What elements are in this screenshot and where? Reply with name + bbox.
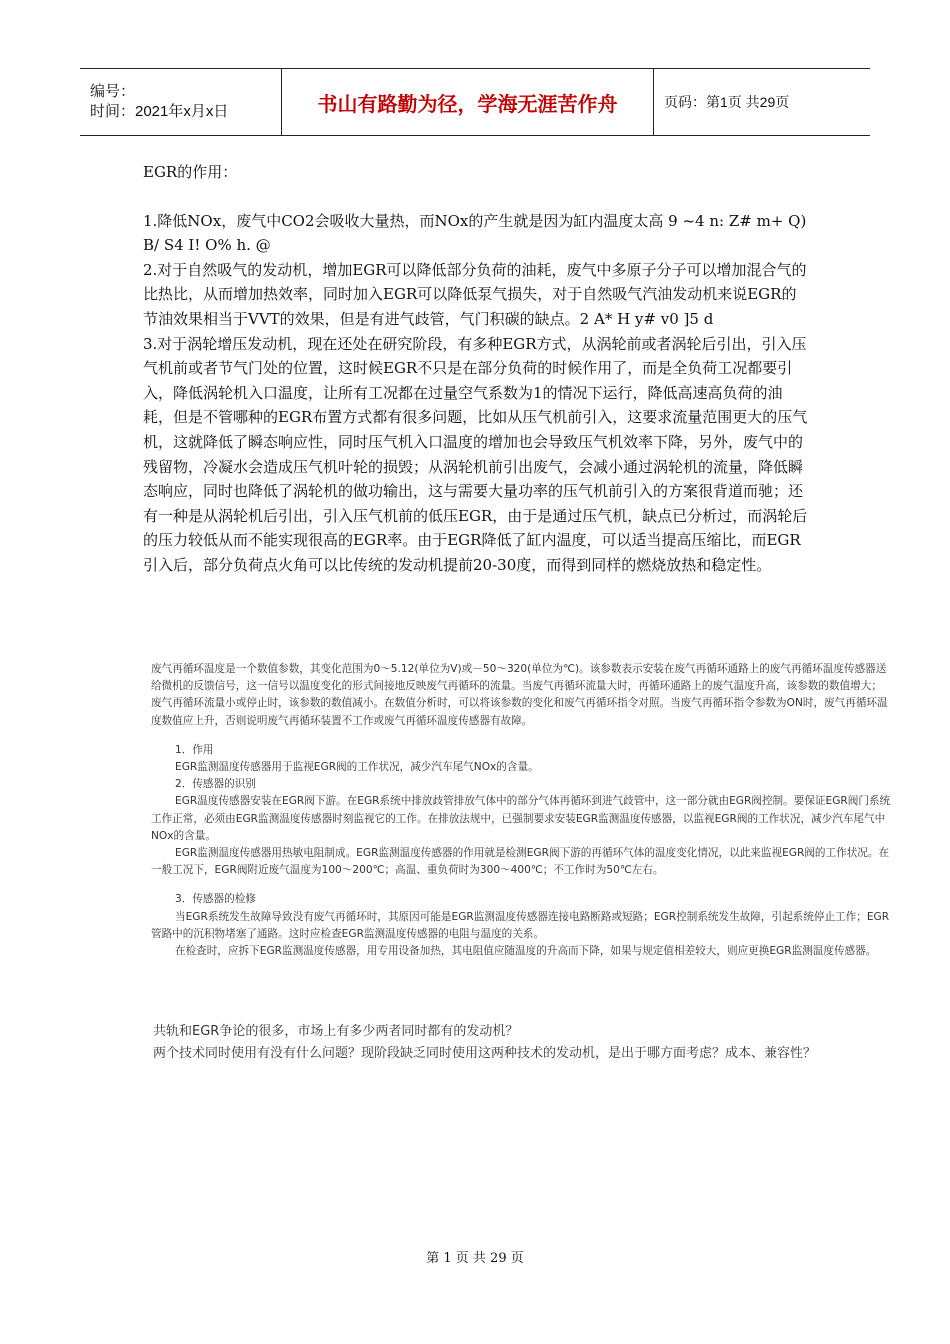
maintenance-text-1: 当EGR系统发生故障导致没有废气再循环时，其原因可能是EGR监测温度传感器连接电路断路或短路；EGR控制系统发生故障，引起系统停止工作；EGR管路中的沉积物堵塞了通路。这时应检查EGR监测温度传感器的电阻与温度的关系。 xyxy=(151,910,890,940)
subheading-identification: 2．传感器的识别 xyxy=(175,778,256,791)
sensor-section xyxy=(151,661,891,960)
spacer xyxy=(151,879,891,891)
question-2: 两个技术同时使用有没有什么问题？现阶段缺乏同时使用这两种技术的发动机，是出于哪方面考虑？成本、兼容性？ xyxy=(153,1045,817,1061)
document-number-label: 编号： xyxy=(90,83,136,100)
header-motto: 书山有路勤为径，学海无涯苦作舟 xyxy=(317,91,618,116)
main-text xyxy=(143,160,808,578)
question-1: 共轨和EGR争论的很多，市场上有多少两者同时都有的发动机？ xyxy=(153,1024,519,1039)
identification-text-2: EGR监测温度传感器用热敏电阻制成。EGR监测温度传感器的作用就是检测EGR阀下游的再循环气体的温度变化情况，以此来监视EGR阀的工作状况。在一般工况下，EGR阀附近废气温度为100～200℃；高温、重负荷时为300～400℃；不工作时为50℃左右。 xyxy=(151,847,890,877)
subheading-function: 1．作用 xyxy=(175,743,214,756)
header-page-cell xyxy=(654,69,870,135)
spacer xyxy=(143,185,808,209)
header-page-label: 页码：第1页 共29页 xyxy=(664,94,790,110)
header-table xyxy=(80,68,870,136)
egr-temperature-intro: 废气再循环温度是一个数值参数，其变化范围为0～5.12(单位为V)或－50～320(单位为℃)。该参数表示安装在废气再循环通路上的废气再循环温度传感器送给微机的反馈信号，这一信号以温度变化的形式间接地反映废气再循环的流量。当废气再循环流量大时，再循环通路上的废气温度升高，该参数的数值增大；废气再循环流量小或停止时，该参数的数值减小。在数值分析时，可以将该参数的变化和废气再循环指令对照。当废气再循环指令参数为ON时，废气再循环温度数值应上升，否则说明废气再循环装置不工作或废气再循环温度传感器有故障。 xyxy=(151,663,888,727)
maintenance-text-2: 在检查时，应拆下EGR监测温度传感器，用专用设备加热，其电阻值应随温度的升高而下降，如果与规定值相差较大，则应更换EGR监测温度传感器。 xyxy=(175,945,877,958)
spacer xyxy=(151,730,891,742)
paragraph-1: 1.降低NOx，废气中CO2会吸收大量热，而NOx的产生就是因为缸内温度太高 9 ~4 n: Z# m+ Q) B/ S4 I! O% h. @ xyxy=(143,211,807,255)
document-time-label: 时间：2021年x月x日 xyxy=(90,103,229,120)
header-left-cell xyxy=(80,69,282,135)
function-text: EGR监测温度传感器用于监视EGR阀的工作状况，减少汽车尾气NOx的含量。 xyxy=(175,761,539,774)
questions xyxy=(153,1021,833,1064)
header-motto-cell xyxy=(282,69,654,135)
paragraph-3: 3.对于涡轮增压发动机，现在还处在研究阶段，有多种EGR方式，从涡轮前或者涡轮后引出，引入压气机前或者节气门处的位置，这时候EGR不只是在部分负荷的时候作用了，而是全负荷工况都要引入，降低涡轮机入口温度，让所有工况都在过量空气系数为1的情况下运行，降低高速高负荷的油耗，但是不管哪种的EGR布置方式都有很多问题，比如从压气机前引入，这要求流量范围更大的压气机，这就降低了瞬态响应性，同时压气机入口温度的增加也会导致压气机效率下降，另外，废气中的残留物，冷凝水会造成压气机叶轮的损毁；从涡轮机前引出废气，会减小通过涡轮机的流量，降低瞬态响应，同时也降低了涡轮机的做功输出，这与需要大量功率的压气机前引入的方案很背道而驰；还有一种是从涡轮机后引出，引入压气机前的低压EGR，由于是通过压气机，缺点已分析过，而涡轮后的压力较低从而不能实现很高的EGR率。由于EGR降低了缸内温度，可以适当提高压缩比，而EGR引入后，部分负荷点火角可以比传统的发动机提前20-30度，而得到同样的燃烧放热和稳定性。 xyxy=(143,334,808,574)
page-footer: 第 1 页 共 29 页 xyxy=(426,1251,524,1266)
paragraph-2: 2.对于自然吸气的发动机，增加EGR可以降低部分负荷的油耗，废气中多原子分子可以增加混合气的比热比，从而增加热效率，同时加入EGR可以降低泵气损失，对于自然吸气汽油发动机来说EGR的节油效果相当于VVT的效果，但是有进气歧管，气门积碳的缺点。2 A* H y# v0 ]5 d xyxy=(143,260,807,328)
subheading-maintenance: 3．传感器的检修 xyxy=(175,893,256,906)
section-title: EGR的作用： xyxy=(143,163,238,181)
identification-text-1: EGR温度传感器安装在EGR阀下游。在EGR系统中排放歧管排放气体中的部分气体再循环到进气歧管中，这一部分就由EGR阀控制。要保证EGR阀门系统工作正常，必须由EGR监测温度传感器时刻监视它的工作。在排放法规中，已强制要求安装EGR监测温度传感器，以监视EGR阀的工作状况，减少汽车尾气中NOx的含量。 xyxy=(151,795,891,842)
